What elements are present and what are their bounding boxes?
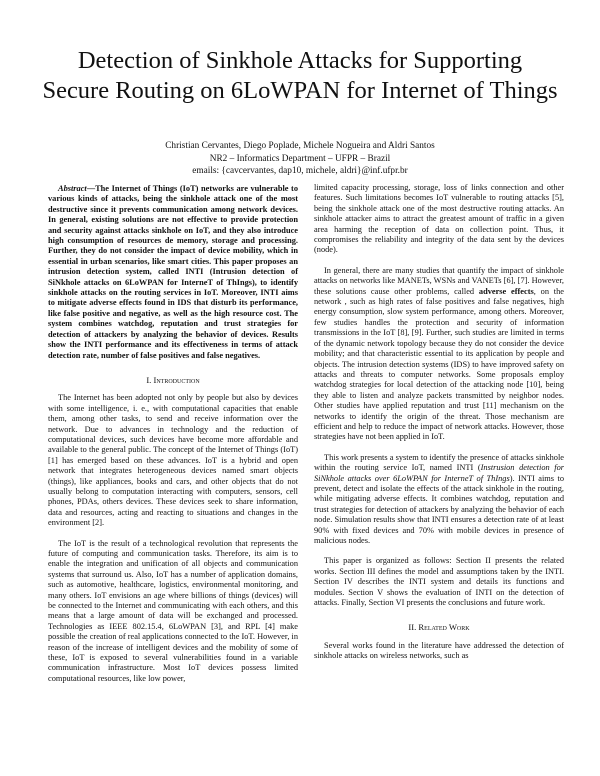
- author-names: Christian Cervantes, Diego Poplade, Michele Nogueira and Aldri Santos: [165, 141, 435, 151]
- intro-paragraph-3: [314, 266, 564, 443]
- author-emails: emails: {cavcervantes, dap10, michele, aldri}@inf.ufpr.br: [192, 166, 408, 176]
- right-column: [314, 183, 564, 662]
- section-heading-related-work: II. Related Work: [408, 622, 470, 633]
- intro-paragraph-4: [314, 453, 564, 547]
- left-column: [48, 184, 298, 684]
- p4-text-a: This work presents a system to identify the presence of attacks sinkhole within the routing service IoT, named INTI (: [314, 452, 564, 473]
- intro-paragraph-5: This paper is organized as follows: Section II presents the related works. Section III defines the model and assumptions taken by the INTI. Section IV describes the INTI system and details its functions and modules. Section V shows the evaluation of INTI on the detection of attacks. Finally, Section VI presents the conclusions and future work.: [314, 556, 564, 608]
- p3-text-b: , on the network , such as high rates of false positives and false negatives, high energy consumption, slow system performance, among others. Moreover, few studies handles the protection and security of information transmissions in the IoT [8], [9]. Further, such studies are limited in terms of the dynamic network topology because they do not consider the device mobility; and that characteristic essential to its application by people and objects. The intrusion detection systems (IDS) to have improved safety on attacks and threats to computer networks. Some proposals employ watchdog strategies for local detection of the attacking node [10], being they able to listen and analyze packets transmitted by neighbor nodes. Other studies have applied reputation and trust [11] mechanism on the networks to identify the origin of the threat. Those mechanism are efficient and help to reduce the impact of network attacks. However, those strategies have not been applied in IoT.: [314, 286, 564, 442]
- author-block: [0, 140, 600, 178]
- p4-text-b: ). INTI aims to prevent, detect and isolate the effects of the attack sinkhole in the routing, while mitigating adverse effects. It combines watchdog, reputation and trust strategies for detection of attackers by analyzing the behavior of each node. Simulation results show that INTI ensures a detection rate of at least 90% with fixed devices and 70% with mobile devices in presence of malicious nodes.: [314, 473, 564, 545]
- intro-paragraph-2: The IoT is the result of a technological revolution that represents the future of computing and communication tasks. Therefore, its aim is to enable the integration and unification of all objects and communication systems that surround us. Also, IoT has a number of application domains, such as automotive, healthcare, logistics, environmental monitoring, and many others. IoT envisions an age where billions of things (devices) will be connected to the Internet and communicating with each others, and this means that a large amount of data will be exchanged and processed. Technologies as IEEE 802.15.4, 6LoWPAN [3], and RPL [4] make possible the creation of real applications connected to the IoT. However, in reason of the increase of intelligent devices and the mobility of some of these, IoT is exposed to several vulnerabilities found in a variable communication infrastructure. Most IoT devices possess limited computational resources, like low power,: [48, 538, 298, 683]
- adverse-effects-term: adverse effects: [478, 286, 534, 296]
- p3-text-a: In general, there are many studies that quantify the impact of sinkhole attacks on networks like MANETs, WSNs and VANETs [6], [7]. However, these solutions cause other problems, called: [314, 265, 564, 296]
- abstract: [48, 184, 298, 361]
- intro-paragraph-2-continued: limited capacity processing, storage, loss of links connection and other features. Such limitations becomes IoT vulnerable to routing attacks [5], being the sinkhole attack one of the most destructive routing attacks. An sinkhole attacker aims to attract the greatest amount of traffic in a given area harming the reception of data on collection point. Thus, it compromises the reliability and integrity of the data sent by the devices (node).: [314, 183, 564, 255]
- inti-acronym-expansion: Instrusion detection for SiNkhole attacks over 6LoWPAN for InterneT of ThIngs: [314, 463, 564, 483]
- intro-paragraph-1: The Internet has been adopted not only by people but also by devices with some intelligence, i. e., with computational capacities that enable them, among other tasks, to send and receive information over the network. Due to advances in technology and the reduction of computational devices, such devices have become more affordable and available to the general public. The concept of the Internet of Things (IoT) [1] has emerged based on these advances. IoT is a hybrid and open network that integrates heterogeneous devices named smart objects (things), like appliances, books and cars, and other objects that do not usually belong to computation interacting with computers, sensors, cell phones, PDAs, others devices. These devices seek to share information, data and resources, acting and reacting to situations and changes in the environment [2].: [48, 393, 298, 528]
- related-work-paragraph-1: Several works found in the literature have addressed the detection of sinkhole attacks on wireless networks, such as: [314, 640, 564, 661]
- author-affiliation: NR2 – Informatics Department – UFPR – Brazil: [209, 153, 391, 164]
- abstract-lead: Abstract: [58, 184, 87, 193]
- section-heading-introduction: I. Introduction: [146, 374, 200, 385]
- title-line-2: Secure Routing on 6LoWPAN for Internet of Things: [42, 77, 558, 104]
- abstract-text: —The Internet of Things (IoT) networks are vulnerable to various kinds of attacks, being the sinkhole attack one of the most destructive since it prevents communication among network devices. In general, existing solutions are not effective to provide protection and security against attacks sinkhole on IoT, and they also introduce high consumption of resources de memory, storage and processing. Further, they do not consider the impact of device mobility, which in essential in urban scenarios, like smart cities. This paper proposes an intrusion detection system, called INTI (Intrusion detection of SiNkhole attacks on 6LoWPAN for InterneT of ThIngs), to identify sinkhole attacks on the routing services in IoT. Moreover, INTI aims to mitigate adverse effects found in IDS that disturb its performance, like false positive and negative, as well as the high resource cost. The system combines watchdog, reputation and trust strategies for detection of attackers by analyzing the behavior of devices. Results show the INTI performance and its effectiveness in terms of attack detection rate, number of false positives and false negatives.: [48, 184, 298, 360]
- paper-title: [0, 46, 600, 106]
- title-line-1: Detection of Sinkhole Attacks for Supporting: [77, 47, 523, 74]
